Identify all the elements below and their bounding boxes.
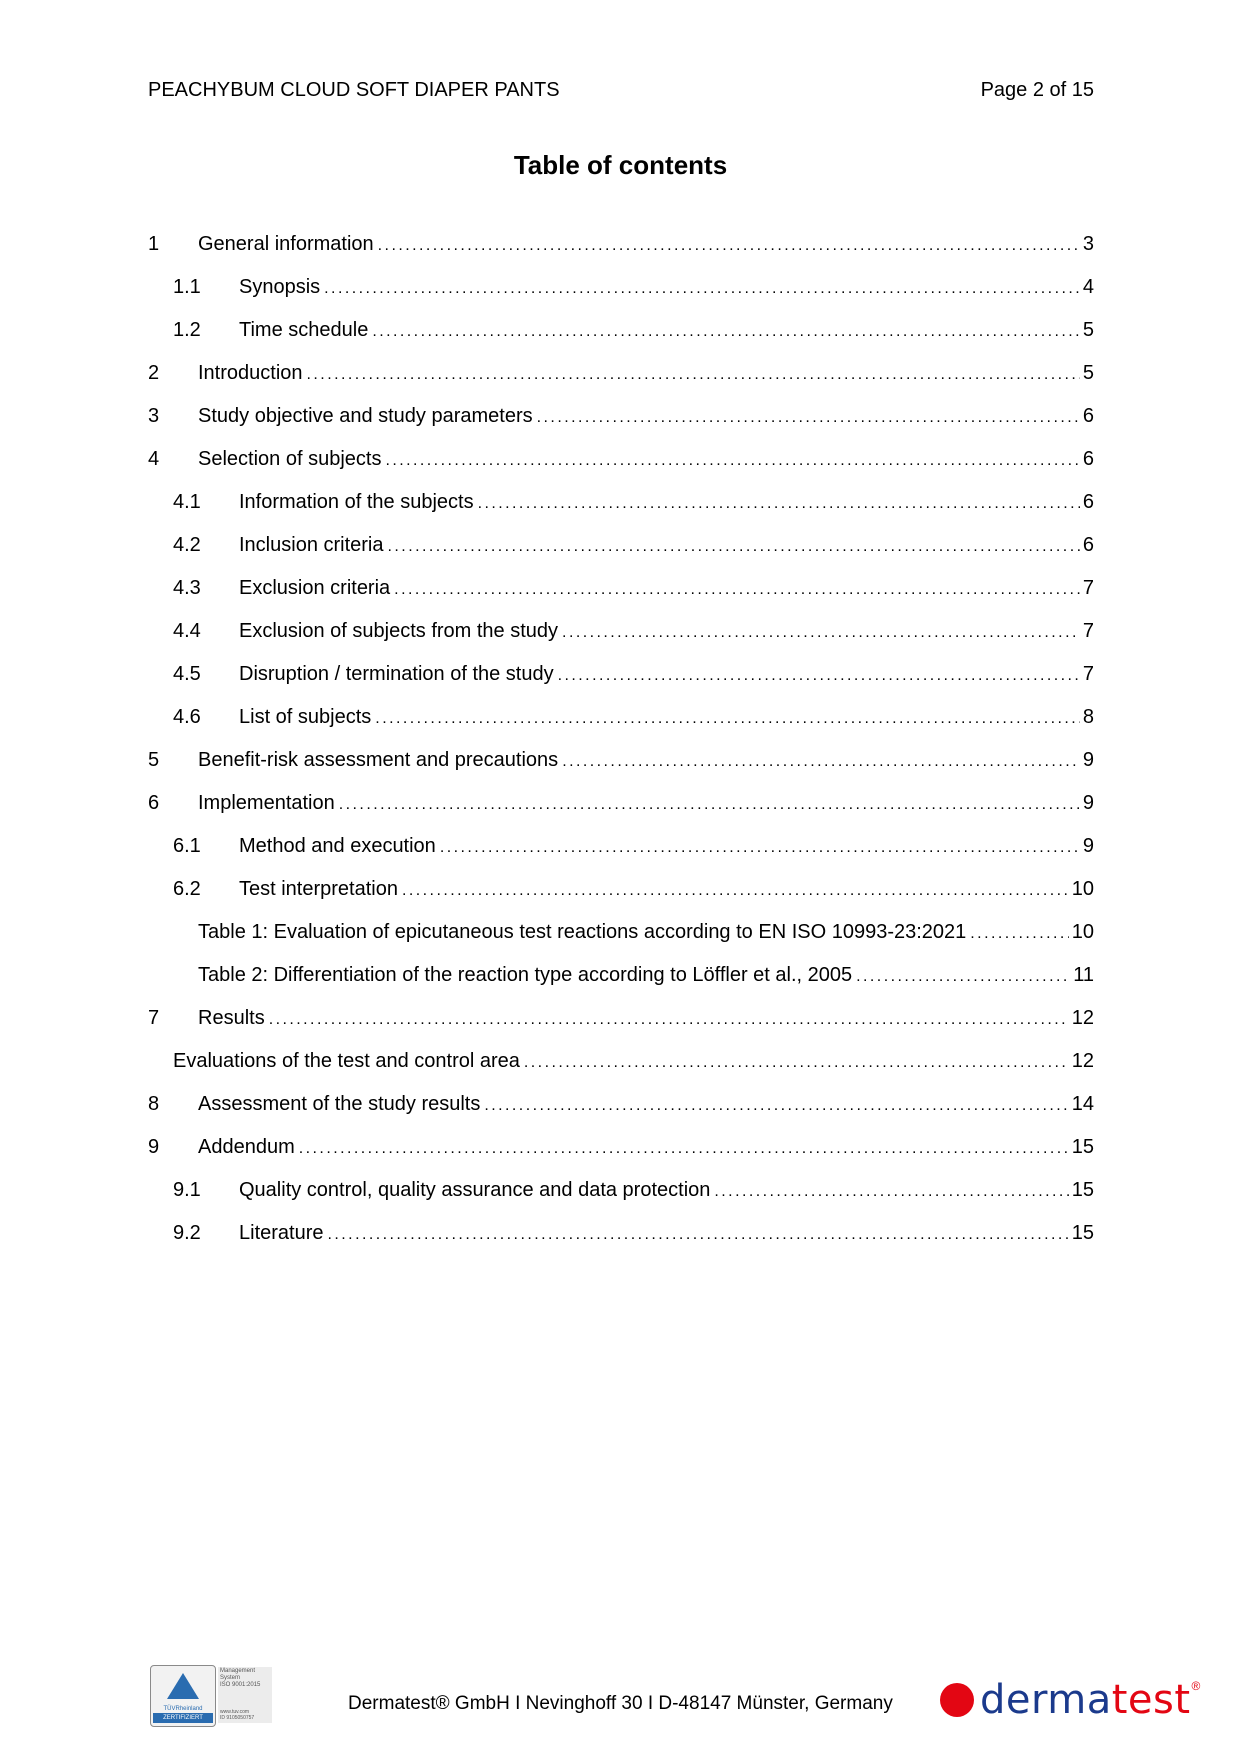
toc-entry-title: Information of the subjects: [239, 491, 474, 513]
page-footer: [0, 1665, 1241, 1735]
toc-entry[interactable]: [148, 610, 1094, 653]
dot-leader: [524, 1054, 1069, 1072]
toc-entry-page: 5: [1082, 362, 1094, 384]
dot-leader: [307, 366, 1080, 384]
toc-entry-title: Time schedule: [239, 319, 369, 341]
dot-leader: [440, 839, 1080, 857]
tuv-certificate-logo: [150, 1665, 272, 1725]
logo-text-main: derma: [980, 1677, 1112, 1723]
dot-leader: [856, 968, 1070, 986]
dot-leader: [375, 710, 1080, 728]
toc-entry[interactable]: [148, 266, 1094, 309]
tuv-brand: TÜVRheinland: [163, 1706, 203, 1712]
toc-entry-title: Benefit-risk assessment and precautions: [198, 749, 559, 771]
toc-entry-page: 7: [1082, 577, 1094, 599]
toc-entry-title: Inclusion criteria: [239, 534, 384, 556]
toc-entry-title: Method and execution: [239, 835, 436, 857]
registered-mark: ®: [1191, 1679, 1201, 1693]
toc-entry[interactable]: [148, 567, 1094, 610]
toc-entry-number: 9.2: [173, 1222, 201, 1244]
tuv-band: ZERTIFIZIERT: [153, 1713, 213, 1723]
red-dot-icon: [940, 1683, 974, 1717]
toc-entry[interactable]: [148, 997, 1094, 1040]
toc-entry-title: Selection of subjects: [198, 448, 382, 470]
toc-entry-number: 1: [148, 233, 160, 255]
tuv-line: ISO 9001:2015: [220, 1682, 261, 1688]
dot-leader: [478, 495, 1080, 513]
toc-entry-title: Disruption / termination of the study: [239, 663, 554, 685]
toc-entry[interactable]: [148, 1212, 1094, 1255]
toc-entry-title: Table 2: Differentiation of the reaction type according to Löffler et al., 2005: [198, 964, 853, 986]
toc-entry-number: 4.1: [173, 491, 201, 513]
toc-entry-title: Exclusion criteria: [239, 577, 391, 599]
toc-entry-title: Exclusion of subjects from the study: [239, 620, 559, 642]
toc-entry-number: 4: [148, 448, 160, 470]
toc-entry-number: 9: [148, 1136, 160, 1158]
dot-leader: [714, 1183, 1068, 1201]
toc-entry-page: 7: [1082, 620, 1094, 642]
dot-leader: [385, 452, 1079, 470]
toc-entry[interactable]: [148, 739, 1094, 782]
toc-entry-page: 6: [1082, 534, 1094, 556]
toc-entry[interactable]: [148, 309, 1094, 352]
toc-entry-number: 4.6: [173, 706, 201, 728]
toc-entry-page: 15: [1071, 1222, 1094, 1244]
toc-entry-page: 9: [1082, 749, 1094, 771]
tuv-small-print: [220, 1709, 254, 1721]
tuv-id: ID 9105050757: [220, 1715, 255, 1721]
toc-entry-page: 3: [1082, 233, 1094, 255]
toc-entry-number: 6: [148, 792, 160, 814]
toc-entry-page: 8: [1082, 706, 1094, 728]
toc-entry-number: 4.2: [173, 534, 201, 556]
toc-entry-title: Literature: [239, 1222, 324, 1244]
tuv-line: Management: [220, 1668, 256, 1674]
toc-entry-page: 6: [1082, 491, 1094, 513]
dot-leader: [484, 1097, 1068, 1115]
toc-entry-title: Test interpretation: [239, 878, 398, 900]
toc-entry-title: Results: [198, 1007, 265, 1029]
toc-entry-title: Implementation: [198, 792, 335, 814]
toc-entry[interactable]: [148, 223, 1094, 266]
toc-entry[interactable]: [148, 1083, 1094, 1126]
toc-entry-number: 5: [148, 749, 160, 771]
toc-entry-page: 10: [1071, 921, 1094, 943]
toc-entry-page: 7: [1082, 663, 1094, 685]
toc-entry[interactable]: [148, 524, 1094, 567]
toc-entry-number: 7: [148, 1007, 160, 1029]
dot-leader: [402, 882, 1069, 900]
toc-entry[interactable]: [148, 352, 1094, 395]
toc-entry-page: 11: [1073, 964, 1094, 986]
toc-entry[interactable]: [148, 1126, 1094, 1169]
dot-leader: [394, 581, 1080, 599]
toc-entry[interactable]: [148, 782, 1094, 825]
tuv-line: System: [220, 1675, 241, 1681]
toc-entry[interactable]: [148, 911, 1094, 954]
toc-entry-number: 4.4: [173, 620, 201, 642]
toc-entry[interactable]: [148, 438, 1094, 481]
dot-leader: [378, 237, 1080, 255]
toc-entry[interactable]: [148, 1169, 1094, 1212]
dot-leader: [339, 796, 1080, 814]
toc-entry-title: Table 1: Evaluation of epicutaneous test reactions according to EN ISO 10993-23:2021: [198, 921, 967, 943]
toc-entry-page: 6: [1082, 448, 1094, 470]
dot-leader: [537, 409, 1080, 427]
dot-leader: [558, 667, 1080, 685]
toc-entry-number: 6.1: [173, 835, 201, 857]
toc-entry-title: General information: [198, 233, 374, 255]
dot-leader: [372, 323, 1080, 341]
toc-entry-page: 6: [1082, 405, 1094, 427]
toc-entry-title: Evaluations of the test and control area: [173, 1050, 520, 1072]
document-title: PEACHYBUM CLOUD SOFT DIAPER PANTS: [148, 78, 560, 101]
toc-entry-page: 4: [1082, 276, 1094, 298]
dot-leader: [328, 1226, 1069, 1244]
tuv-badge: [150, 1665, 216, 1727]
toc-entry-page: 12: [1071, 1007, 1094, 1029]
page-number: Page 2 of 15: [980, 78, 1094, 101]
toc-entry-number: 9.1: [173, 1179, 201, 1201]
toc-entry-number: 4.5: [173, 663, 201, 685]
toc-entry-number: 2: [148, 362, 160, 384]
toc-entry-title: List of subjects: [239, 706, 372, 728]
toc-entry-number: 1.1: [173, 276, 201, 298]
toc-entry[interactable]: [148, 1040, 1094, 1083]
dot-leader: [970, 925, 1068, 943]
toc-entry[interactable]: [148, 696, 1094, 739]
toc-entry[interactable]: [148, 481, 1094, 524]
dot-leader: [388, 538, 1080, 556]
dot-leader: [324, 280, 1080, 298]
toc-entry-title: Introduction: [198, 362, 303, 384]
toc-entry[interactable]: [148, 954, 1094, 997]
toc-entry-page: 10: [1071, 878, 1094, 900]
toc-entry-page: 9: [1082, 792, 1094, 814]
toc-entry[interactable]: [148, 825, 1094, 868]
toc-entry-page: 15: [1071, 1179, 1094, 1201]
dot-leader: [562, 753, 1080, 771]
toc-entry-page: 15: [1071, 1136, 1094, 1158]
toc-entry-page: 9: [1082, 835, 1094, 857]
toc-entry-page: 12: [1071, 1050, 1094, 1072]
toc-entry[interactable]: [148, 868, 1094, 911]
company-address: Dermatest® GmbH I Nevinghoff 30 I D-48147 Münster, Germany: [348, 1693, 893, 1714]
tuv-triangle-icon: [167, 1673, 199, 1699]
toc-entry-number: 3: [148, 405, 160, 427]
toc-heading: Table of contents: [513, 150, 728, 180]
toc-entry-page: 14: [1071, 1093, 1094, 1115]
toc-entry-title: Study objective and study parameters: [198, 405, 533, 427]
toc-entry-title: Addendum: [198, 1136, 295, 1158]
toc-entry-page: 5: [1082, 319, 1094, 341]
toc-entry-title: Assessment of the study results: [198, 1093, 481, 1115]
logo-wordmark: [980, 1677, 1191, 1723]
dermatest-logo: [940, 1675, 1200, 1725]
table-of-contents: [148, 223, 1094, 1255]
dot-leader: [269, 1011, 1069, 1029]
toc-entry-title: Synopsis: [239, 276, 321, 298]
dot-leader: [562, 624, 1080, 642]
dot-leader: [299, 1140, 1069, 1158]
toc-entry-number: 1.2: [173, 319, 201, 341]
toc-entry[interactable]: [148, 653, 1094, 696]
logo-text-accent: test: [1111, 1677, 1191, 1723]
toc-entry-number: 6.2: [173, 878, 201, 900]
tuv-url: www.tuv.com: [220, 1709, 250, 1715]
toc-entry[interactable]: [148, 395, 1094, 438]
toc-entry-title: Quality control, quality assurance and data protection: [239, 1179, 711, 1201]
tuv-certificate-text: [218, 1667, 272, 1723]
page-header: [148, 74, 1094, 106]
toc-entry-number: 4.3: [173, 577, 201, 599]
toc-entry-number: 8: [148, 1093, 160, 1115]
